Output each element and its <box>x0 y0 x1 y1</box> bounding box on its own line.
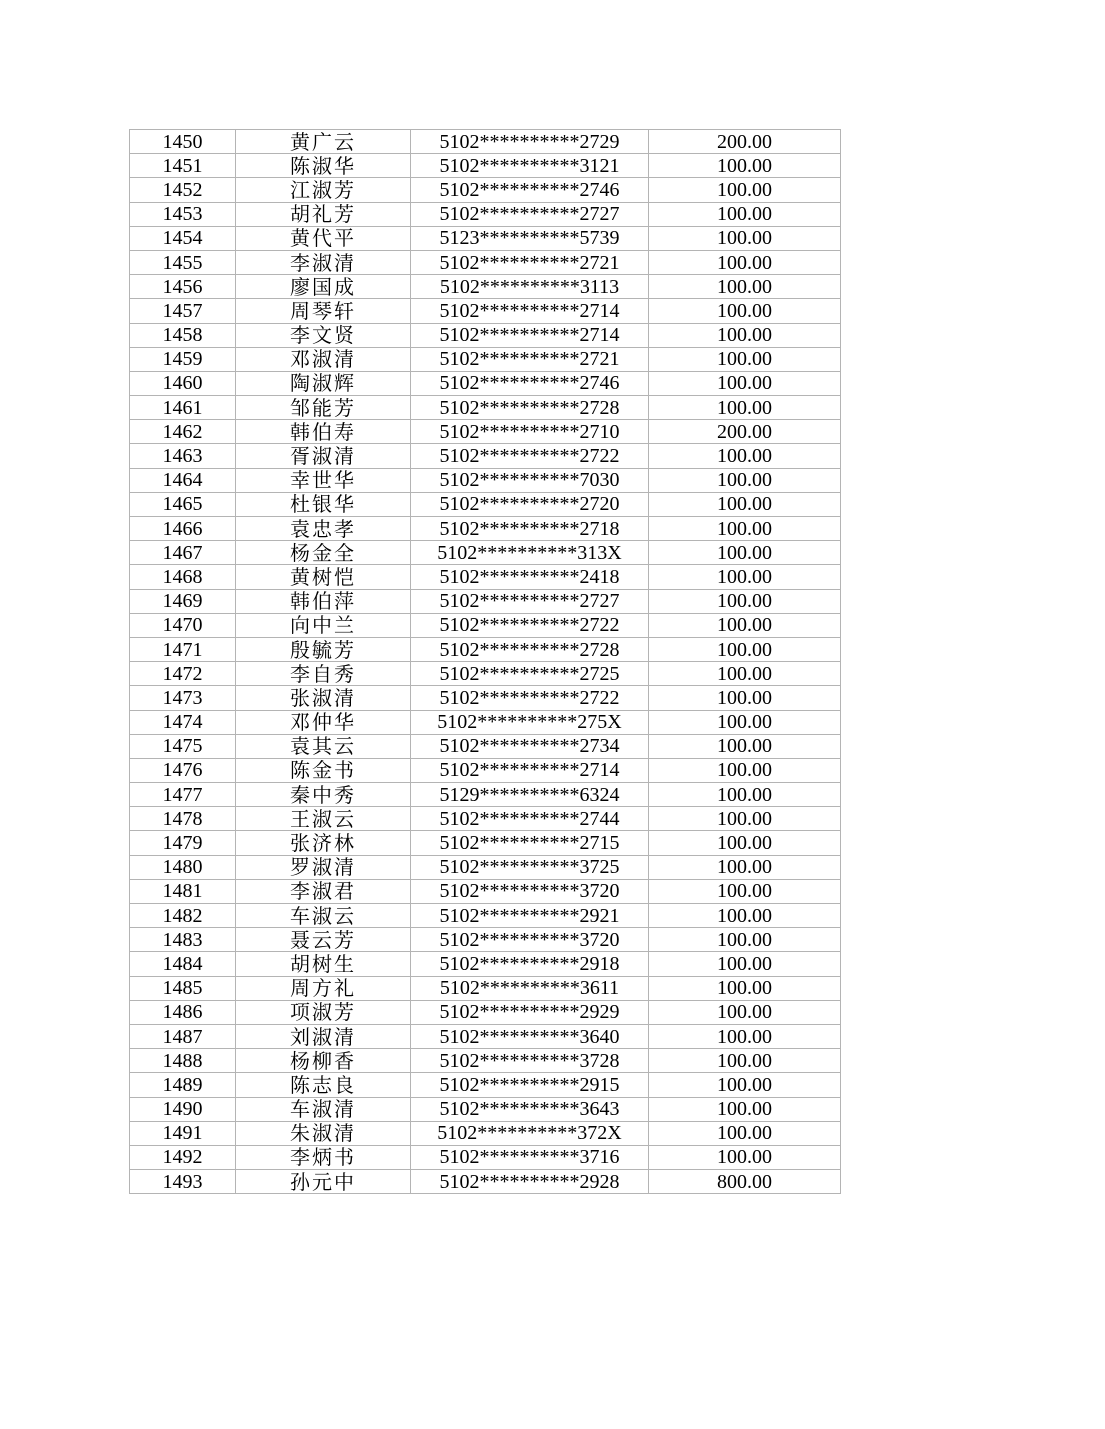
table-row <box>130 710 841 734</box>
row-id-number-cell: 5102**********3643 <box>411 1097 649 1121</box>
row-id-number-cell: 5102**********2728 <box>411 637 649 661</box>
row-seq-cell: 1459 <box>130 347 236 371</box>
row-amount-cell: 100.00 <box>649 783 841 807</box>
table-row <box>130 1097 841 1121</box>
row-id-number-cell: 5102**********2721 <box>411 250 649 274</box>
row-seq-cell: 1469 <box>130 589 236 613</box>
row-amount-cell: 200.00 <box>649 420 841 444</box>
row-id-number-cell: 5102**********2722 <box>411 686 649 710</box>
table-row <box>130 831 841 855</box>
row-amount-cell: 100.00 <box>649 202 841 226</box>
row-amount-cell: 100.00 <box>649 637 841 661</box>
table-row <box>130 275 841 299</box>
row-name-cell: 胡树生 <box>236 952 411 976</box>
row-amount-cell: 100.00 <box>649 1024 841 1048</box>
row-name-cell: 胡礼芳 <box>236 202 411 226</box>
row-id-number-cell: 5102**********2746 <box>411 178 649 202</box>
row-name-cell: 幸世华 <box>236 468 411 492</box>
row-amount-cell: 100.00 <box>649 1049 841 1073</box>
row-id-number-cell: 5102**********2929 <box>411 1000 649 1024</box>
row-id-number-cell: 5102**********2714 <box>411 323 649 347</box>
row-id-number-cell: 5123**********5739 <box>411 226 649 250</box>
row-id-number-cell: 5102**********275X <box>411 710 649 734</box>
row-name-cell: 张济林 <box>236 831 411 855</box>
row-seq-cell: 1472 <box>130 662 236 686</box>
row-seq-cell: 1487 <box>130 1024 236 1048</box>
row-amount-cell: 100.00 <box>649 831 841 855</box>
row-seq-cell: 1453 <box>130 202 236 226</box>
row-seq-cell: 1466 <box>130 517 236 541</box>
table-row <box>130 541 841 565</box>
row-id-number-cell: 5102**********2721 <box>411 347 649 371</box>
row-seq-cell: 1481 <box>130 879 236 903</box>
row-seq-cell: 1491 <box>130 1121 236 1145</box>
row-amount-cell: 100.00 <box>649 468 841 492</box>
row-seq-cell: 1478 <box>130 807 236 831</box>
table-row <box>130 1121 841 1145</box>
row-amount-cell: 100.00 <box>649 323 841 347</box>
table-row <box>130 202 841 226</box>
row-seq-cell: 1493 <box>130 1170 236 1194</box>
table-row <box>130 783 841 807</box>
row-name-cell: 李文贤 <box>236 323 411 347</box>
row-name-cell: 周琴轩 <box>236 299 411 323</box>
row-name-cell: 李自秀 <box>236 662 411 686</box>
table-row <box>130 855 841 879</box>
row-id-number-cell: 5102**********2710 <box>411 420 649 444</box>
table-row <box>130 662 841 686</box>
table-row <box>130 734 841 758</box>
row-amount-cell: 100.00 <box>649 226 841 250</box>
row-amount-cell: 100.00 <box>649 904 841 928</box>
row-amount-cell: 100.00 <box>649 589 841 613</box>
row-amount-cell: 100.00 <box>649 710 841 734</box>
row-id-number-cell: 5102**********7030 <box>411 468 649 492</box>
row-name-cell: 殷毓芳 <box>236 637 411 661</box>
row-name-cell: 邓淑清 <box>236 347 411 371</box>
row-name-cell: 袁忠孝 <box>236 517 411 541</box>
row-amount-cell: 100.00 <box>649 517 841 541</box>
row-id-number-cell: 5102**********3728 <box>411 1049 649 1073</box>
row-name-cell: 项淑芳 <box>236 1000 411 1024</box>
row-amount-cell: 100.00 <box>649 807 841 831</box>
row-id-number-cell: 5102**********2918 <box>411 952 649 976</box>
row-seq-cell: 1475 <box>130 734 236 758</box>
row-id-number-cell: 5102**********2921 <box>411 904 649 928</box>
row-id-number-cell: 5102**********3611 <box>411 976 649 1000</box>
row-name-cell: 孙元中 <box>236 1170 411 1194</box>
row-name-cell: 廖国成 <box>236 275 411 299</box>
row-seq-cell: 1482 <box>130 904 236 928</box>
row-seq-cell: 1488 <box>130 1049 236 1073</box>
table-row <box>130 299 841 323</box>
row-id-number-cell: 5102**********3720 <box>411 879 649 903</box>
row-amount-cell: 100.00 <box>649 1145 841 1169</box>
row-amount-cell: 100.00 <box>649 1121 841 1145</box>
row-amount-cell: 100.00 <box>649 613 841 637</box>
row-name-cell: 韩伯寿 <box>236 420 411 444</box>
row-name-cell: 韩伯萍 <box>236 589 411 613</box>
row-id-number-cell: 5102**********3640 <box>411 1024 649 1048</box>
row-name-cell: 陈志良 <box>236 1073 411 1097</box>
row-seq-cell: 1468 <box>130 565 236 589</box>
row-id-number-cell: 5102**********2722 <box>411 444 649 468</box>
row-seq-cell: 1492 <box>130 1145 236 1169</box>
row-id-number-cell: 5102**********2722 <box>411 613 649 637</box>
table-row <box>130 1000 841 1024</box>
row-amount-cell: 100.00 <box>649 1097 841 1121</box>
row-seq-cell: 1458 <box>130 323 236 347</box>
table-row <box>130 758 841 782</box>
row-seq-cell: 1471 <box>130 637 236 661</box>
row-name-cell: 江淑芳 <box>236 178 411 202</box>
row-id-number-cell: 5102**********2714 <box>411 758 649 782</box>
row-name-cell: 向中兰 <box>236 613 411 637</box>
row-seq-cell: 1462 <box>130 420 236 444</box>
row-amount-cell: 800.00 <box>649 1170 841 1194</box>
row-amount-cell: 100.00 <box>649 686 841 710</box>
row-name-cell: 黄树恺 <box>236 565 411 589</box>
table-row <box>130 904 841 928</box>
row-name-cell: 黄广云 <box>236 130 411 154</box>
row-name-cell: 陶淑辉 <box>236 371 411 395</box>
row-id-number-cell: 5102**********2734 <box>411 734 649 758</box>
row-id-number-cell: 5102**********2746 <box>411 371 649 395</box>
row-seq-cell: 1465 <box>130 492 236 516</box>
row-name-cell: 车淑清 <box>236 1097 411 1121</box>
row-amount-cell: 100.00 <box>649 855 841 879</box>
table-row <box>130 492 841 516</box>
row-name-cell: 杨金全 <box>236 541 411 565</box>
table-row <box>130 396 841 420</box>
row-id-number-cell: 5102**********2418 <box>411 565 649 589</box>
row-amount-cell: 100.00 <box>649 347 841 371</box>
row-amount-cell: 100.00 <box>649 299 841 323</box>
row-id-number-cell: 5102**********2928 <box>411 1170 649 1194</box>
row-seq-cell: 1454 <box>130 226 236 250</box>
row-id-number-cell: 5102**********3720 <box>411 928 649 952</box>
row-name-cell: 聂云芳 <box>236 928 411 952</box>
row-name-cell: 张淑清 <box>236 686 411 710</box>
row-seq-cell: 1485 <box>130 976 236 1000</box>
table-row <box>130 1145 841 1169</box>
row-id-number-cell: 5102**********2744 <box>411 807 649 831</box>
row-id-number-cell: 5102**********3716 <box>411 1145 649 1169</box>
table-row <box>130 226 841 250</box>
row-name-cell: 邹能芳 <box>236 396 411 420</box>
row-amount-cell: 100.00 <box>649 154 841 178</box>
row-seq-cell: 1463 <box>130 444 236 468</box>
row-amount-cell: 100.00 <box>649 444 841 468</box>
row-amount-cell: 100.00 <box>649 492 841 516</box>
row-seq-cell: 1479 <box>130 831 236 855</box>
row-amount-cell: 100.00 <box>649 275 841 299</box>
row-amount-cell: 100.00 <box>649 758 841 782</box>
row-name-cell: 陈淑华 <box>236 154 411 178</box>
row-seq-cell: 1450 <box>130 130 236 154</box>
row-amount-cell: 100.00 <box>649 734 841 758</box>
row-seq-cell: 1484 <box>130 952 236 976</box>
row-name-cell: 陈金书 <box>236 758 411 782</box>
row-name-cell: 朱淑清 <box>236 1121 411 1145</box>
row-id-number-cell: 5102**********2728 <box>411 396 649 420</box>
row-id-number-cell: 5129**********6324 <box>411 783 649 807</box>
row-name-cell: 刘淑清 <box>236 1024 411 1048</box>
row-name-cell: 李炳书 <box>236 1145 411 1169</box>
table-row <box>130 178 841 202</box>
row-seq-cell: 1474 <box>130 710 236 734</box>
table-row <box>130 517 841 541</box>
row-amount-cell: 100.00 <box>649 396 841 420</box>
table-row <box>130 1024 841 1048</box>
row-name-cell: 周方礼 <box>236 976 411 1000</box>
table-row <box>130 807 841 831</box>
row-amount-cell: 100.00 <box>649 952 841 976</box>
row-amount-cell: 100.00 <box>649 541 841 565</box>
row-name-cell: 杨柳香 <box>236 1049 411 1073</box>
row-id-number-cell: 5102**********2729 <box>411 130 649 154</box>
row-name-cell: 王淑云 <box>236 807 411 831</box>
table-row <box>130 589 841 613</box>
row-amount-cell: 200.00 <box>649 130 841 154</box>
table-row <box>130 154 841 178</box>
row-seq-cell: 1483 <box>130 928 236 952</box>
row-name-cell: 黄代平 <box>236 226 411 250</box>
row-id-number-cell: 5102**********2715 <box>411 831 649 855</box>
row-id-number-cell: 5102**********2727 <box>411 589 649 613</box>
row-seq-cell: 1464 <box>130 468 236 492</box>
table-row <box>130 1049 841 1073</box>
table-row <box>130 468 841 492</box>
table-row <box>130 879 841 903</box>
table-row <box>130 686 841 710</box>
row-seq-cell: 1473 <box>130 686 236 710</box>
table-row <box>130 444 841 468</box>
row-id-number-cell: 5102**********372X <box>411 1121 649 1145</box>
row-id-number-cell: 5102**********313X <box>411 541 649 565</box>
row-id-number-cell: 5102**********2714 <box>411 299 649 323</box>
table-row <box>130 928 841 952</box>
records-sheet <box>129 129 838 1194</box>
row-seq-cell: 1456 <box>130 275 236 299</box>
row-name-cell: 胥淑清 <box>236 444 411 468</box>
row-seq-cell: 1490 <box>130 1097 236 1121</box>
table-row <box>130 565 841 589</box>
row-seq-cell: 1480 <box>130 855 236 879</box>
row-name-cell: 罗淑清 <box>236 855 411 879</box>
table-row <box>130 952 841 976</box>
row-amount-cell: 100.00 <box>649 1000 841 1024</box>
row-amount-cell: 100.00 <box>649 565 841 589</box>
row-seq-cell: 1451 <box>130 154 236 178</box>
row-seq-cell: 1470 <box>130 613 236 637</box>
row-name-cell: 袁其云 <box>236 734 411 758</box>
row-id-number-cell: 5102**********2725 <box>411 662 649 686</box>
table-row <box>130 1073 841 1097</box>
row-seq-cell: 1477 <box>130 783 236 807</box>
table-row <box>130 347 841 371</box>
row-amount-cell: 100.00 <box>649 662 841 686</box>
row-seq-cell: 1467 <box>130 541 236 565</box>
row-seq-cell: 1460 <box>130 371 236 395</box>
row-name-cell: 李淑清 <box>236 250 411 274</box>
row-seq-cell: 1486 <box>130 1000 236 1024</box>
row-amount-cell: 100.00 <box>649 250 841 274</box>
row-amount-cell: 100.00 <box>649 879 841 903</box>
row-id-number-cell: 5102**********2915 <box>411 1073 649 1097</box>
row-seq-cell: 1461 <box>130 396 236 420</box>
table-row <box>130 976 841 1000</box>
records-table <box>129 129 841 1194</box>
row-seq-cell: 1476 <box>130 758 236 782</box>
row-amount-cell: 100.00 <box>649 928 841 952</box>
records-table-body <box>130 130 841 1194</box>
table-row <box>130 420 841 444</box>
row-amount-cell: 100.00 <box>649 1073 841 1097</box>
table-row <box>130 250 841 274</box>
table-row <box>130 637 841 661</box>
row-name-cell: 秦中秀 <box>236 783 411 807</box>
row-id-number-cell: 5102**********2718 <box>411 517 649 541</box>
row-seq-cell: 1452 <box>130 178 236 202</box>
row-id-number-cell: 5102**********3113 <box>411 275 649 299</box>
row-seq-cell: 1455 <box>130 250 236 274</box>
table-row <box>130 613 841 637</box>
table-row <box>130 371 841 395</box>
row-id-number-cell: 5102**********2720 <box>411 492 649 516</box>
row-name-cell: 杜银华 <box>236 492 411 516</box>
row-amount-cell: 100.00 <box>649 371 841 395</box>
row-seq-cell: 1489 <box>130 1073 236 1097</box>
row-id-number-cell: 5102**********2727 <box>411 202 649 226</box>
table-row <box>130 323 841 347</box>
row-id-number-cell: 5102**********3725 <box>411 855 649 879</box>
row-amount-cell: 100.00 <box>649 976 841 1000</box>
row-name-cell: 李淑君 <box>236 879 411 903</box>
row-name-cell: 邓仲华 <box>236 710 411 734</box>
row-name-cell: 车淑云 <box>236 904 411 928</box>
row-amount-cell: 100.00 <box>649 178 841 202</box>
row-seq-cell: 1457 <box>130 299 236 323</box>
table-row <box>130 130 841 154</box>
row-id-number-cell: 5102**********3121 <box>411 154 649 178</box>
table-row <box>130 1170 841 1194</box>
